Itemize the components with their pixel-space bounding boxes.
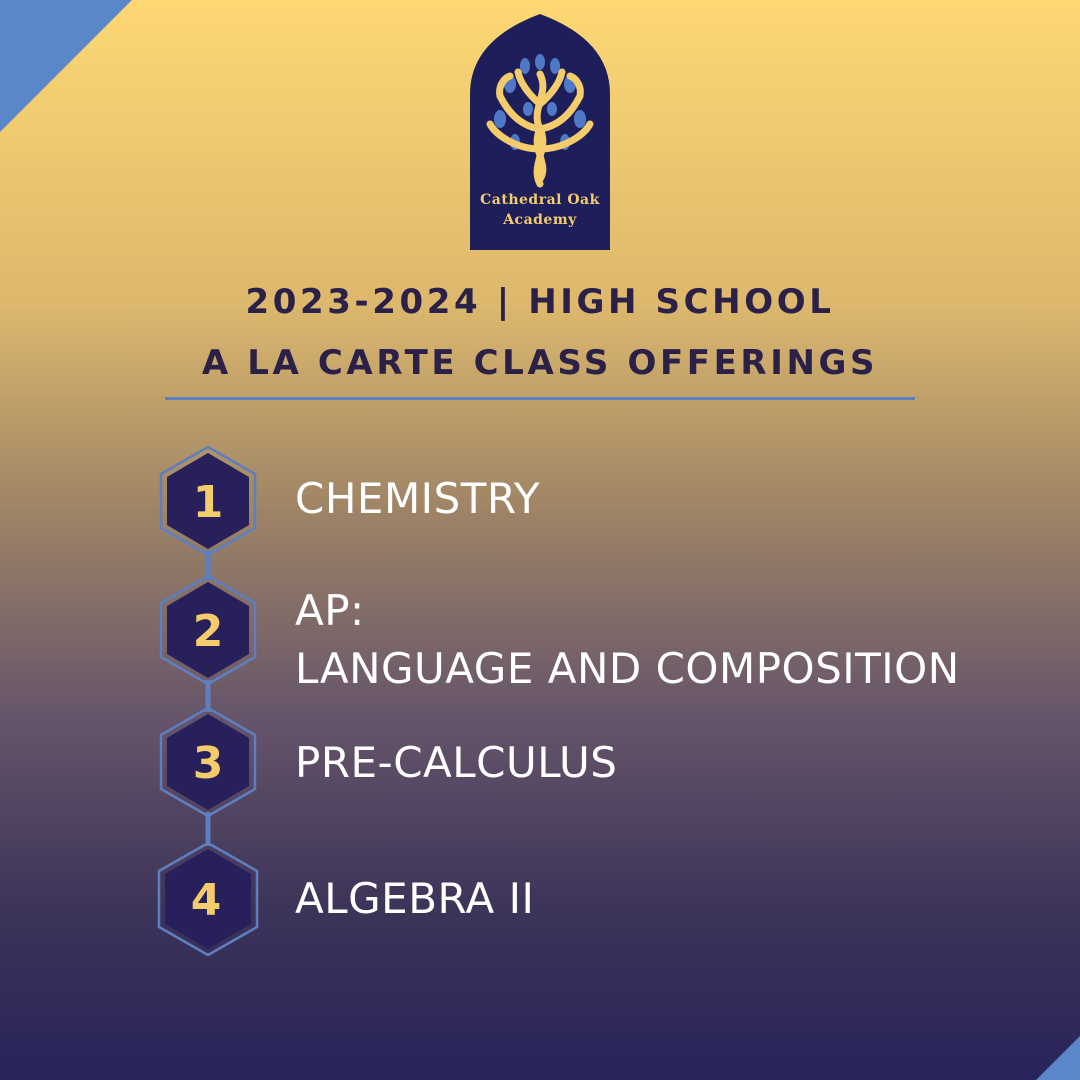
course-title-4: ALGEBRA II	[295, 874, 535, 923]
course-title-2-line1: AP:	[295, 586, 365, 635]
heading-line1: 2023-2024 | HIGH SCHOOL	[245, 282, 835, 322]
step-number-2: 2	[192, 606, 224, 657]
step-number-3: 3	[192, 738, 224, 789]
course-title-3: PRE-CALCULUS	[295, 738, 618, 787]
course-title-1: CHEMISTRY	[295, 474, 541, 523]
logo-name-line1: Cathedral Oak	[480, 192, 600, 208]
logo-name-line2: Academy	[503, 212, 577, 228]
step-number-4: 4	[190, 875, 222, 926]
course-title-2-line2: LANGUAGE AND COMPOSITION	[295, 644, 960, 693]
heading-line2: A LA CARTE CLASS OFFERINGS	[201, 343, 879, 383]
step-number-1: 1	[192, 477, 224, 528]
